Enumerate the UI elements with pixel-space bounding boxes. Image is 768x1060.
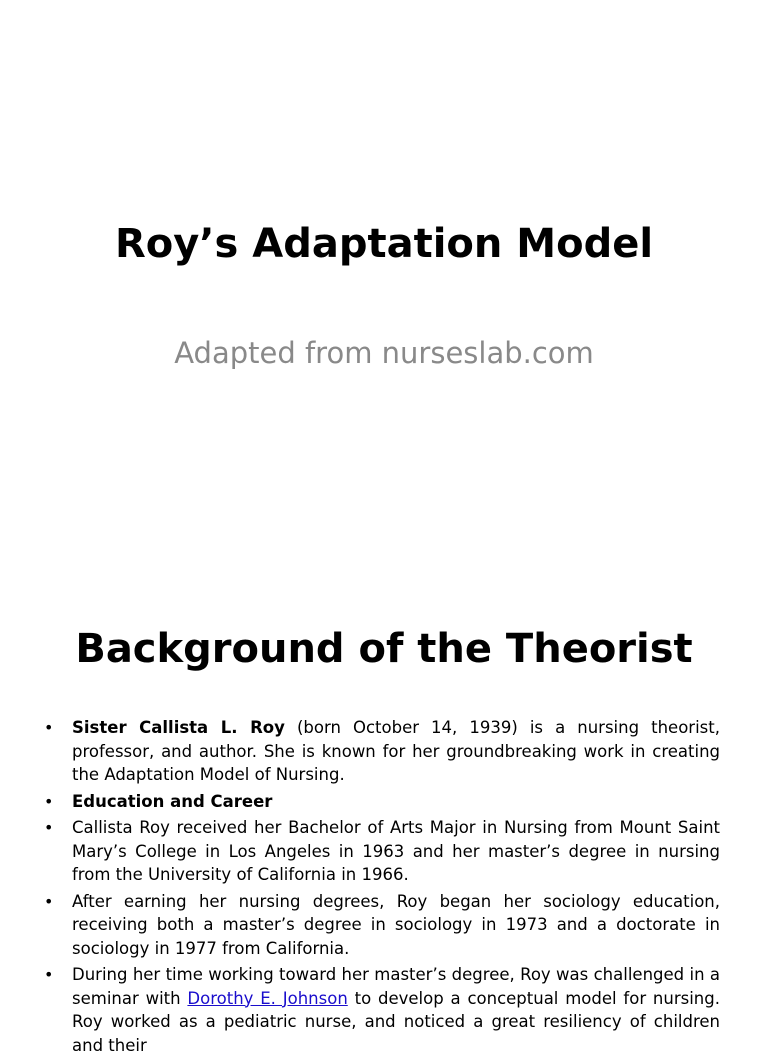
slide-subtitle: Adapted from nurseslab.com bbox=[174, 336, 594, 370]
bullet-text: (born October 14, 1939) is a nursing theorist, professor, and author. She is known for her groundbreaking work in creating the Adaptation Model of Nursing. bbox=[72, 718, 720, 784]
dorothy-johnson-link[interactable]: Dorothy E. Johnson bbox=[187, 988, 348, 1008]
bullet-item bbox=[40, 890, 720, 961]
bullet-item bbox=[40, 790, 720, 814]
bullet-text: During her time working toward her master’s degree, Roy was challenged in a seminar with bbox=[72, 965, 720, 1008]
bullet-marker: • bbox=[44, 818, 54, 837]
bullet-marker: • bbox=[44, 718, 54, 737]
bullet-item bbox=[40, 963, 720, 1057]
bullet-bold-text: Education and Career bbox=[72, 791, 273, 811]
bullet-text: After earning her nursing degrees, Roy began her sociology education, receiving both a master’s degree in sociology in 1973 and a doctorate in sociology in 1977 from California. bbox=[72, 891, 720, 958]
bullet-item bbox=[40, 716, 720, 787]
bullet-bold-text: Sister Callista L. Roy bbox=[72, 718, 285, 737]
bullet-text: Callista Roy received her Bachelor of Arts Major in Nursing from Mount Saint Mary’s College in Los Angeles in 1963 and her master’s degree in nursing from the University of California in 1966. bbox=[72, 818, 720, 884]
slide-title: Roy’s Adaptation Model bbox=[114, 221, 654, 267]
bullet-list bbox=[40, 716, 720, 1060]
bullet-marker: • bbox=[44, 965, 54, 984]
bullet-marker: • bbox=[44, 791, 54, 811]
bullet-text: to develop a conceptual model for nursing. Roy worked as a pediatric nurse, and noticed a great resiliency of children and their bbox=[72, 988, 720, 1055]
background-slide bbox=[0, 576, 768, 1055]
slide-title: Background of the Theorist bbox=[75, 626, 693, 672]
bullet-marker: • bbox=[44, 891, 54, 911]
bullet-item bbox=[40, 816, 720, 887]
